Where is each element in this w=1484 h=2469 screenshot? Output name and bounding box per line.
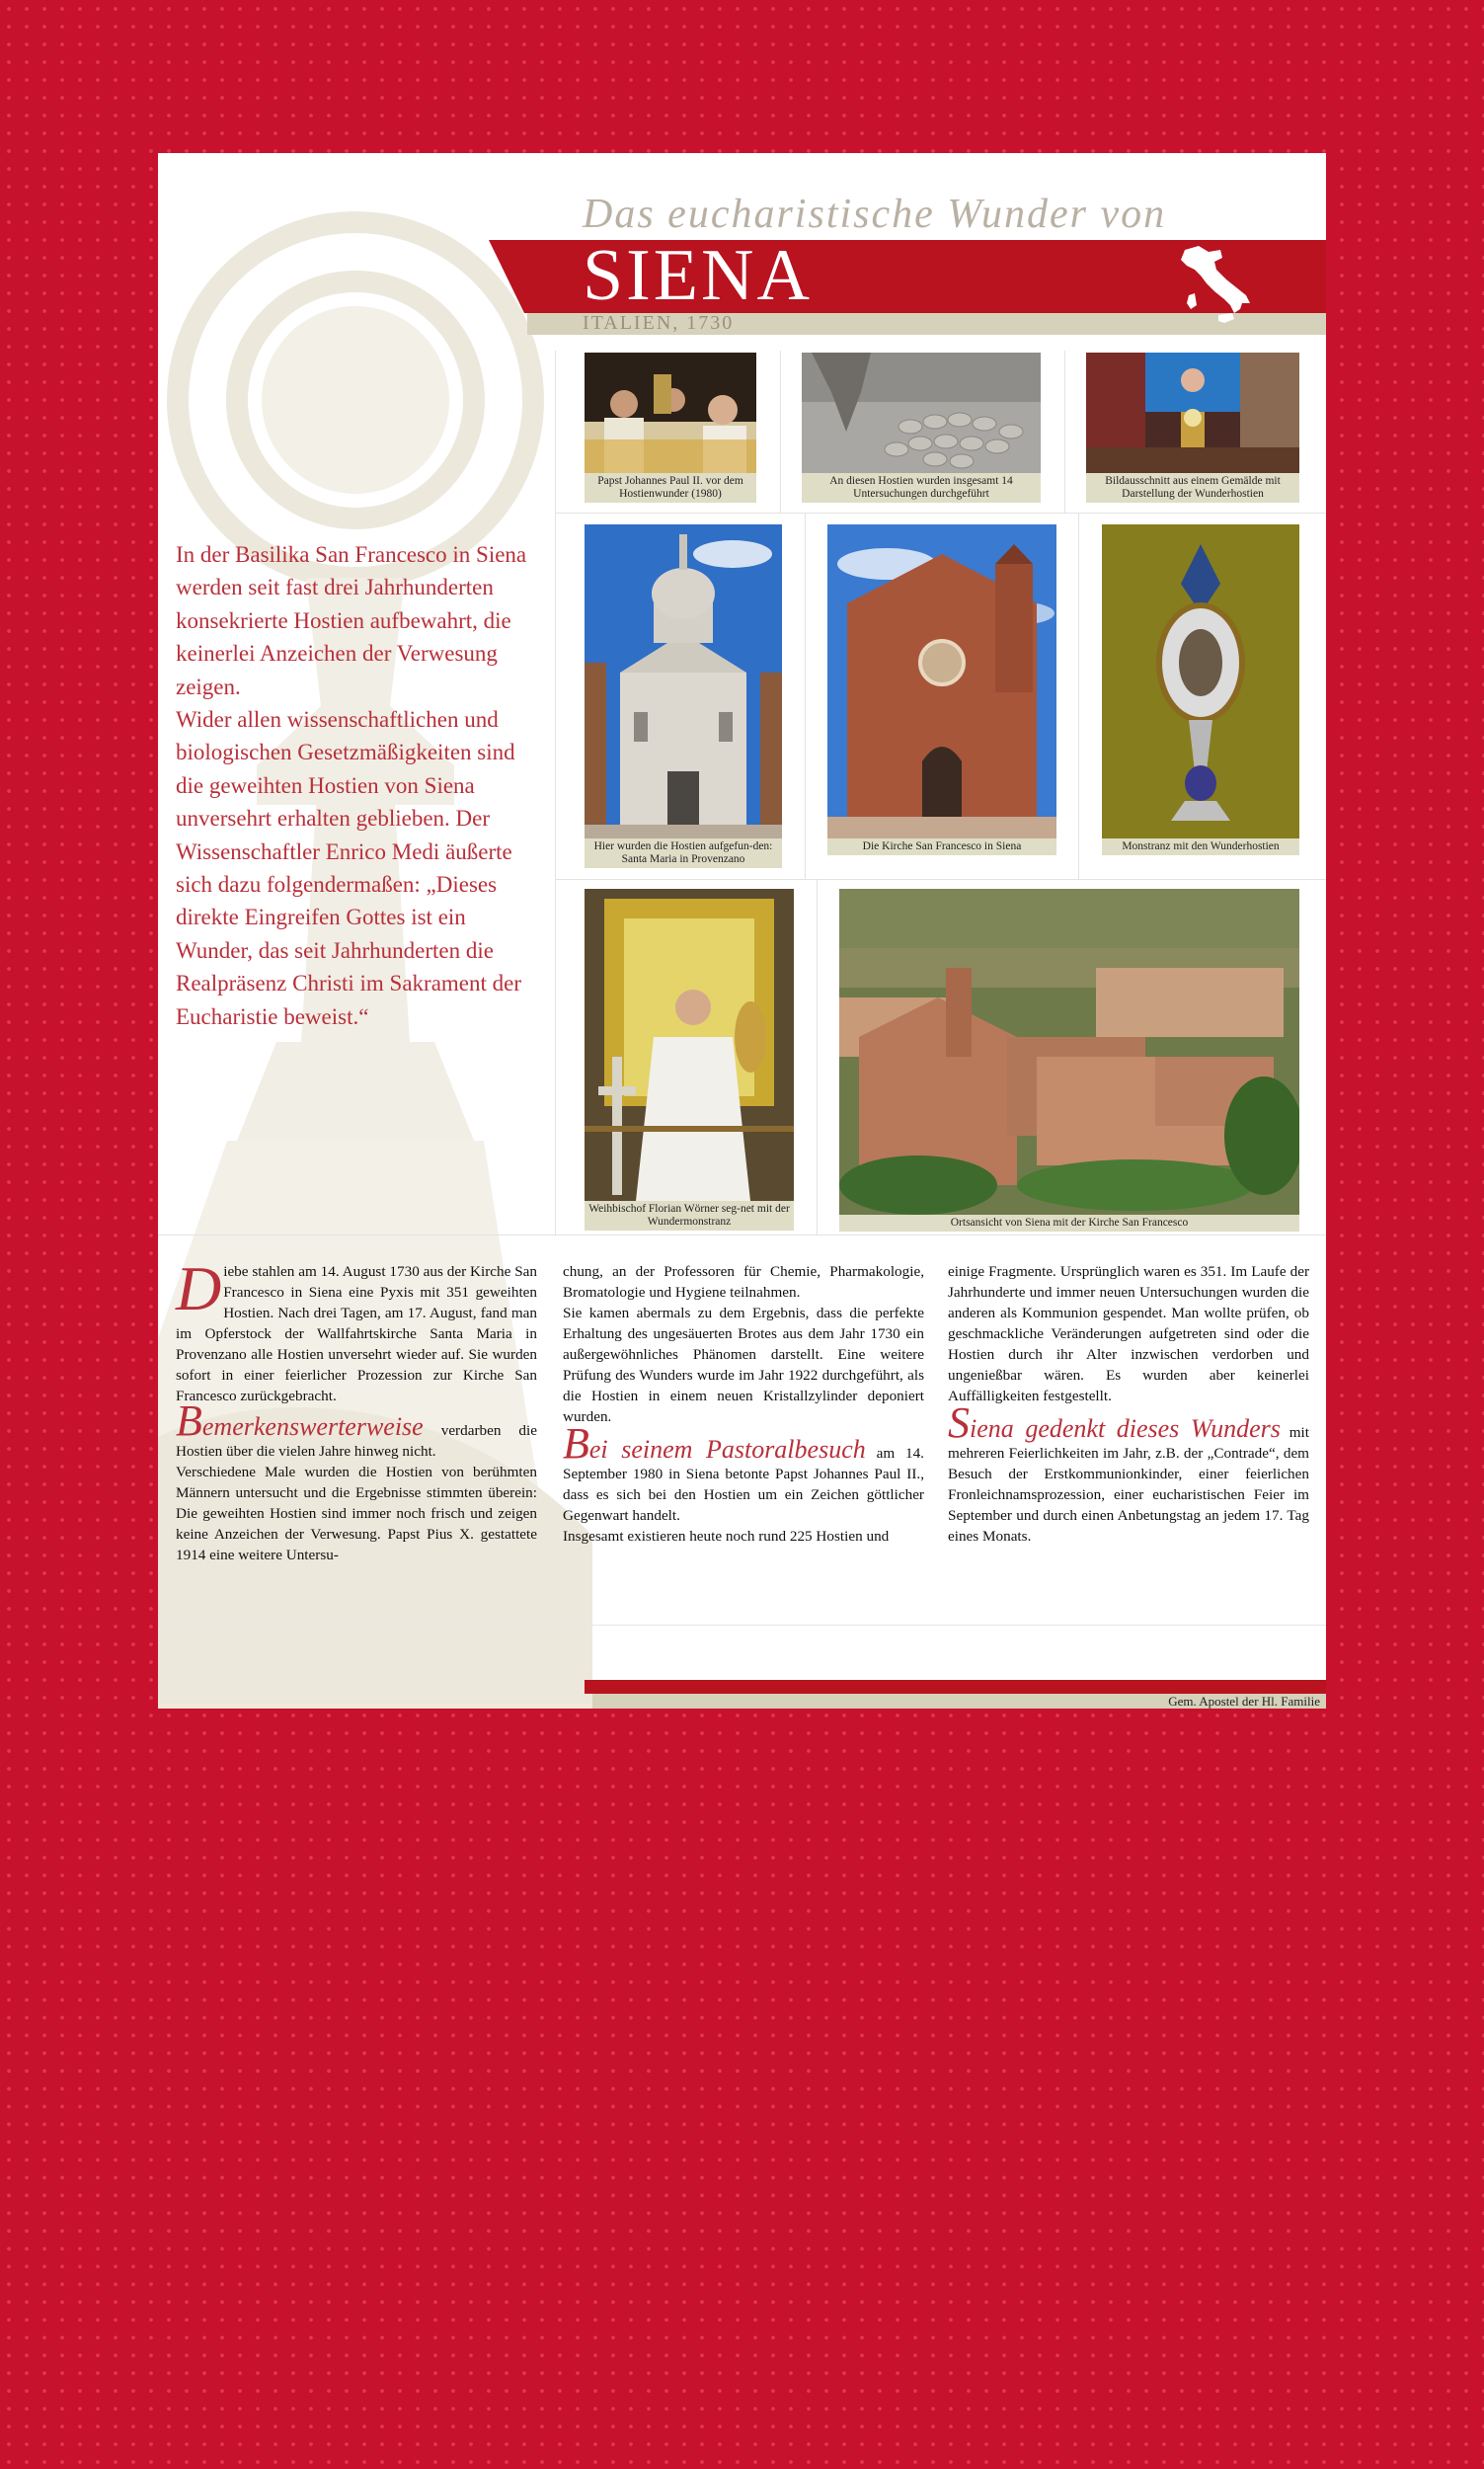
footer-red-band <box>585 1680 1326 1694</box>
document-page <box>158 153 1326 1709</box>
photo-monstrance <box>1102 524 1299 870</box>
section-lead <box>948 1398 1281 1447</box>
place-label: ITALIEN, 1730 <box>583 312 735 334</box>
article-paragraph: Verschiedene Male wurden die Hostien von berühmten Männern untersucht und die Ergebnisse stimmten überein: Die geweihten Hostien sind immer noch frisch und zeigen keine Anzeichen der Verwesung. Papst Pius X. gestattete 1914 eine weitere Untersu- <box>176 1464 537 1563</box>
grid-divider <box>780 351 781 513</box>
article-text: verdarben die Hostien über die vielen Jahre hinweg nicht. <box>176 1422 537 1460</box>
section-lead <box>563 1419 866 1468</box>
grid-divider <box>555 351 556 1234</box>
photo-siena-view <box>839 889 1299 1227</box>
bishop-photo-image <box>585 889 794 1201</box>
pope-photo-image <box>585 353 756 473</box>
photo-provenzano <box>585 524 782 870</box>
lead-cap: B <box>563 1419 589 1468</box>
photo-caption: Die Kirche San Francesco in Siena <box>827 838 1056 855</box>
hosts-photo-image <box>802 353 1041 473</box>
photo-caption: Monstranz mit den Wunderhostien <box>1102 838 1299 855</box>
provenzano-photo-image <box>585 524 782 838</box>
grid-divider <box>817 879 818 1234</box>
photo-painting <box>1086 353 1299 503</box>
lead-cap: S <box>948 1398 970 1447</box>
lead-cap: B <box>176 1396 202 1445</box>
page-subtitle: Das eucharistische Wunder von <box>583 192 1167 237</box>
article-column-3 <box>948 1261 1309 1547</box>
article-text: iebe stahlen am 14. August 1730 aus der Kirche San Francesco in Siena eine Pyxis mit 351 geweihten Hostien. Nach drei Tagen, am 17. August, fand man im Opferstock der Wallfahrtskirche Santa Maria in Provenzano alle Hostien unversehrt wieder auf. Sie wurden sofort in einer feierlicher Prozession zur Kirche San Francesco zurückgebracht. <box>176 1263 537 1404</box>
article-column-1 <box>176 1253 537 1565</box>
photo-caption: Papst Johannes Paul II. vor dem Hostienwunder (1980) <box>585 473 756 503</box>
grid-divider <box>1078 513 1079 879</box>
photo-caption: An diesen Hostien wurden insgesamt 14 Untersuchungen durchgeführt <box>802 473 1041 503</box>
section-lead <box>176 1396 424 1445</box>
grid-divider <box>1064 351 1065 513</box>
painting-photo-image <box>1086 353 1299 473</box>
monstrance-photo-image <box>1102 524 1299 838</box>
intro-paragraph: In der Basilika San Francesco in Siena werden seit fast drei Jahrhunderten konsekrierte Hostien aufbewahrt, die keinerlei Anzeichen der Verwesung zeigen. <box>176 542 527 699</box>
lead-text: iena gedenkt dieses Wunders <box>970 1414 1281 1443</box>
intro-paragraph: Wider allen wissenschaftlichen und biologischen Gesetzmäßigkeiten sind die geweihten Hostien von Siena unversehrt erhalten geblieben. Der Wissenschaftler Enrico Medi äußerte sich dazu folgendermaßen: „Dieses direkte Eingreifen Gottes ist ein Wunder, das seit Jahrhunderten die Realpräsenz Christi im Sakrament der Eucharistie beweist.“ <box>176 707 522 1029</box>
grid-divider <box>555 513 1326 514</box>
section-divider <box>158 1234 1326 1235</box>
article-text: am 14. September 1980 in Siena betonte Papst Johannes Paul II., dass es sich bei den Hostien um ein Zeichen göttlicher Gegenwart handelt. <box>563 1445 924 1524</box>
photo-bishop <box>585 889 794 1227</box>
article-paragraph: Sie kamen abermals zu dem Ergebnis, dass die perfekte Erhaltung des ungesäuerten Brotes aus dem Jahr 1730 ein außergewöhnliches Phänomen darstellt. Eine weitere Prüfung des Wunders wurde im Jahr 1922 durchgeführt, als die Hostien in einem neuen Kristallzylinder deponiert wurden. <box>563 1305 924 1425</box>
article-paragraph <box>176 1253 537 1406</box>
article-paragraph <box>563 1419 924 1526</box>
photo-pope <box>585 353 756 503</box>
italy-map-icon <box>1175 244 1252 335</box>
footer-left-band <box>158 1704 592 1709</box>
photo-caption: Hier wurden die Hostien aufgefun-den: Santa Maria in Provenzano <box>585 838 782 868</box>
article-column-2 <box>563 1261 924 1547</box>
san-francesco-photo-image <box>827 524 1056 838</box>
article-paragraph <box>176 1396 537 1462</box>
drop-cap: D <box>176 1253 222 1323</box>
photo-hosts <box>802 353 1041 503</box>
article-paragraph: chung, an der Professoren für Chemie, Pharmakologie, Bromatologie und Hygiene teilnahmen. <box>563 1263 924 1301</box>
article-text: mit mehreren Feierlichkeiten im Jahr, z.B. der „Contrade“, dem Besuch der Erstkommunionkinder, einer feierlichen Fronleichnamsprozession, einer eucharistischen Feier im September und durch einen Anbetungstag an jedem 17. Tag eines Monats. <box>948 1424 1309 1545</box>
article-paragraph <box>948 1398 1309 1547</box>
photo-caption: Bildausschnitt aus einem Gemälde mit Darstellung der Wunderhostien <box>1086 473 1299 503</box>
photo-san-francesco <box>827 524 1056 870</box>
article-paragraph: einige Fragmente. Ursprünglich waren es 351. Im Laufe der Jahrhunderte und immer neuen Untersuchungen wurden die anderen als Kommunion gespendet. Man wollte prüfen, ob geschmackliche Veränderungen aufgetreten sind oder die Hostien durch ihr Alter inzwischen verdorben und ungenießbar wären. Es wurden aber keinerlei Auffälligkeiten festgestellt. <box>948 1263 1309 1404</box>
siena-view-photo-image <box>839 889 1299 1215</box>
article-paragraph: Insgesamt existieren heute noch rund 225 Hostien und <box>563 1528 890 1545</box>
lead-text: ei seinem Pastoralbesuch <box>588 1435 866 1464</box>
photo-caption: Ortsansicht von Siena mit der Kirche San Francesco <box>839 1215 1299 1232</box>
footer-credit: Gem. Apostel der Hl. Familie <box>1168 1694 1320 1709</box>
grid-divider <box>805 513 806 879</box>
intro-text <box>176 538 541 1033</box>
grid-divider <box>555 879 1326 880</box>
page-title: SIENA <box>583 235 813 316</box>
footer-divider <box>158 1625 1326 1626</box>
lead-text: emerkenswerterweise <box>201 1412 424 1441</box>
photo-caption: Weihbischof Florian Wörner seg-net mit der Wundermonstranz <box>585 1201 794 1231</box>
